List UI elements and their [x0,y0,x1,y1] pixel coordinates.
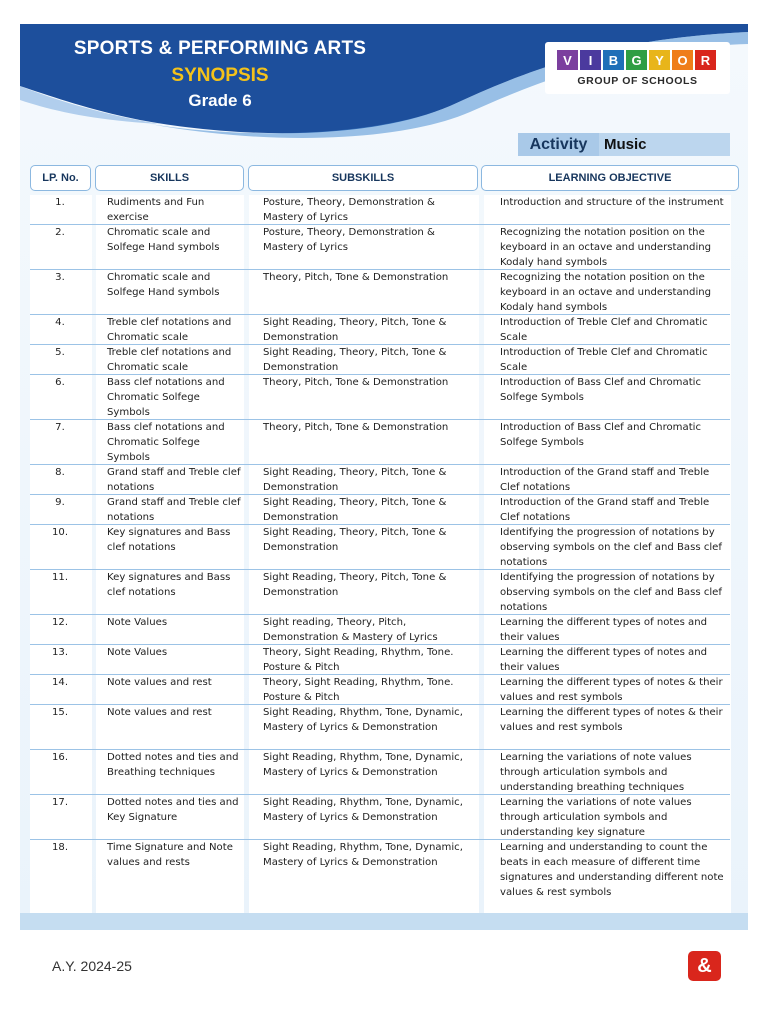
row-subskills: Posture, Theory, Demonstration & Mastery of Lyrics [263,197,435,223]
logo-letter: Y [649,50,670,70]
activity-box [518,133,730,156]
activity-value: Music [604,136,647,153]
row-divider [30,674,730,675]
row-subskills: Theory, Pitch, Tone & Demonstration [263,377,449,388]
row-number: 6. [55,377,65,388]
row-divider [30,749,730,750]
logo-letter: R [695,50,716,70]
logo-letters [557,50,716,70]
row-objective: Recognizing the notation position on the keyboard in an octave and understanding Kodaly hand symbols [500,227,712,268]
row-number: 12. [51,617,69,628]
row-objective: Identifying the progression of notations by observing symbols on the clef and Bass clef notations [500,572,722,613]
row-divider [30,794,730,795]
row-number: 2. [55,227,65,238]
footer-band [20,913,748,930]
row-skill: Dotted notes and ties and Breathing techniques [107,752,239,778]
row-number: 9. [55,497,65,508]
logo-tagline: GROUP OF SCHOOLS [577,75,698,87]
row-subskills: Sight Reading, Rhythm, Tone, Dynamic, Mastery of Lyrics & Demonstration [263,707,463,733]
column-header-subskills: SUBSKILLS [248,165,478,191]
row-number: 11. [51,572,69,583]
row-number: 13. [51,647,69,658]
row-subskills: Sight reading, Theory, Pitch, Demonstration & Mastery of Lyrics [263,617,438,643]
row-divider [30,644,730,645]
row-subskills: Theory, Pitch, Tone & Demonstration [263,272,449,283]
column-header-skills: SKILLS [95,165,244,191]
row-objective: Introduction of Bass Clef and Chromatic Solfege Symbols [500,377,702,403]
row-skill: Key signatures and Bass clef notations [107,572,231,598]
row-divider [30,374,730,375]
academic-year: A.Y. 2024-25 [52,958,132,974]
row-objective: Learning the different types of notes and their values [500,617,708,643]
brand-mark-logo: & [688,951,721,981]
row-number: 10. [51,527,69,538]
row-skill: Chromatic scale and Solfege Hand symbols [107,272,220,298]
row-number: 8. [55,467,65,478]
row-objective: Introduction of Bass Clef and Chromatic Solfege Symbols [500,422,702,448]
row-objective: Learning and understanding to count the beats in each measure of different time signatures and understanding different note values & rest symbols [500,842,724,898]
row-subskills: Theory, Sight Reading, Rhythm, Tone. Posture & Pitch [263,647,454,673]
row-skill: Rudiments and Fun exercise [107,197,205,223]
row-divider [30,464,730,465]
logo-letter: O [672,50,693,70]
row-objective: Introduction of Treble Clef and Chromatic Scale [500,317,708,343]
row-number: 18. [51,842,69,853]
row-number: 7. [55,422,65,433]
row-divider [30,569,730,570]
row-subskills: Sight Reading, Theory, Pitch, Tone & Demonstration [263,572,447,598]
row-number: 1. [55,197,65,208]
row-divider [30,704,730,705]
row-subskills: Theory, Sight Reading, Rhythm, Tone. Posture & Pitch [263,677,454,703]
row-subskills: Sight Reading, Theory, Pitch, Tone & Demonstration [263,527,447,553]
row-number: 14. [51,677,69,688]
row-number: 5. [55,347,65,358]
row-subskills: Posture, Theory, Demonstration & Mastery of Lyrics [263,227,435,253]
row-skill: Key signatures and Bass clef notations [107,527,231,553]
row-objective: Introduction of the Grand staff and Treble Clef notations [500,497,710,523]
grade-label: Grade 6 [188,91,252,110]
row-objective: Learning the different types of notes and their values [500,647,708,673]
row-objective: Learning the different types of notes & their values and rest symbols [500,677,723,703]
row-skill: Note values and rest [107,707,212,718]
column-header-no: LP. No. [30,165,91,191]
row-skill: Grand staff and Treble clef notations [107,467,241,493]
document-subtitle: SYNOPSIS [171,65,269,86]
row-skill: Grand staff and Treble clef notations [107,497,241,523]
row-skill: Note Values [107,647,168,658]
row-subskills: Sight Reading, Rhythm, Tone, Dynamic, Mastery of Lyrics & Demonstration [263,797,463,823]
logo-letter: I [580,50,601,70]
row-divider [30,314,730,315]
row-number: 17. [51,797,69,808]
row-number: 15. [51,707,69,718]
row-divider [30,269,730,270]
row-divider [30,494,730,495]
document-title: SPORTS & PERFORMING ARTS [73,38,367,59]
row-subskills: Sight Reading, Theory, Pitch, Tone & Demonstration [263,347,447,373]
row-skill: Bass clef notations and Chromatic Solfege Symbols [107,377,225,418]
row-objective: Recognizing the notation position on the keyboard in an octave and understanding Kodaly hand symbols [500,272,712,313]
row-objective: Introduction of the Grand staff and Treble Clef notations [500,467,710,493]
row-number: 4. [55,317,65,328]
row-divider [30,614,730,615]
column-header-objective: LEARNING OBJECTIVE [481,165,739,191]
row-objective: Introduction and structure of the instrument [500,197,724,208]
row-objective: Identifying the progression of notations by observing symbols on the clef and Bass clef notations [500,527,722,568]
row-number: 3. [55,272,65,283]
logo-letter: B [603,50,624,70]
row-objective: Learning the variations of note values through articulation symbols and understanding breathing techniques [500,752,692,793]
row-number: 16. [51,752,69,763]
row-objective: Learning the variations of note values through articulation symbols and understanding key signature [500,797,692,838]
row-objective: Learning the different types of notes & their values and rest symbols [500,707,723,733]
row-subskills: Sight Reading, Rhythm, Tone, Dynamic, Mastery of Lyrics & Demonstration [263,842,463,868]
row-divider [30,839,730,840]
row-skill: Treble clef notations and Chromatic scale [107,347,232,373]
logo-letter: V [557,50,578,70]
header-title-block [20,38,420,111]
row-skill: Note values and rest [107,677,212,688]
row-skill: Treble clef notations and Chromatic scale [107,317,232,343]
row-divider [30,524,730,525]
row-skill: Note Values [107,617,168,628]
row-subskills: Sight Reading, Theory, Pitch, Tone & Demonstration [263,317,447,343]
row-subskills: Sight Reading, Theory, Pitch, Tone & Demonstration [263,497,447,523]
row-divider [30,224,730,225]
logo-letter: G [626,50,647,70]
row-divider [30,419,730,420]
row-subskills: Sight Reading, Rhythm, Tone, Dynamic, Mastery of Lyrics & Demonstration [263,752,463,778]
row-skill: Time Signature and Note values and rests [107,842,233,868]
row-skill: Dotted notes and ties and Key Signature [107,797,239,823]
row-objective: Introduction of Treble Clef and Chromatic Scale [500,347,708,373]
row-subskills: Theory, Pitch, Tone & Demonstration [263,422,449,433]
row-divider [30,344,730,345]
row-subskills: Sight Reading, Theory, Pitch, Tone & Demonstration [263,467,447,493]
row-skill: Bass clef notations and Chromatic Solfege Symbols [107,422,225,463]
row-skill: Chromatic scale and Solfege Hand symbols [107,227,220,253]
activity-label: Activity [518,133,599,156]
vibgyor-logo [545,42,730,94]
